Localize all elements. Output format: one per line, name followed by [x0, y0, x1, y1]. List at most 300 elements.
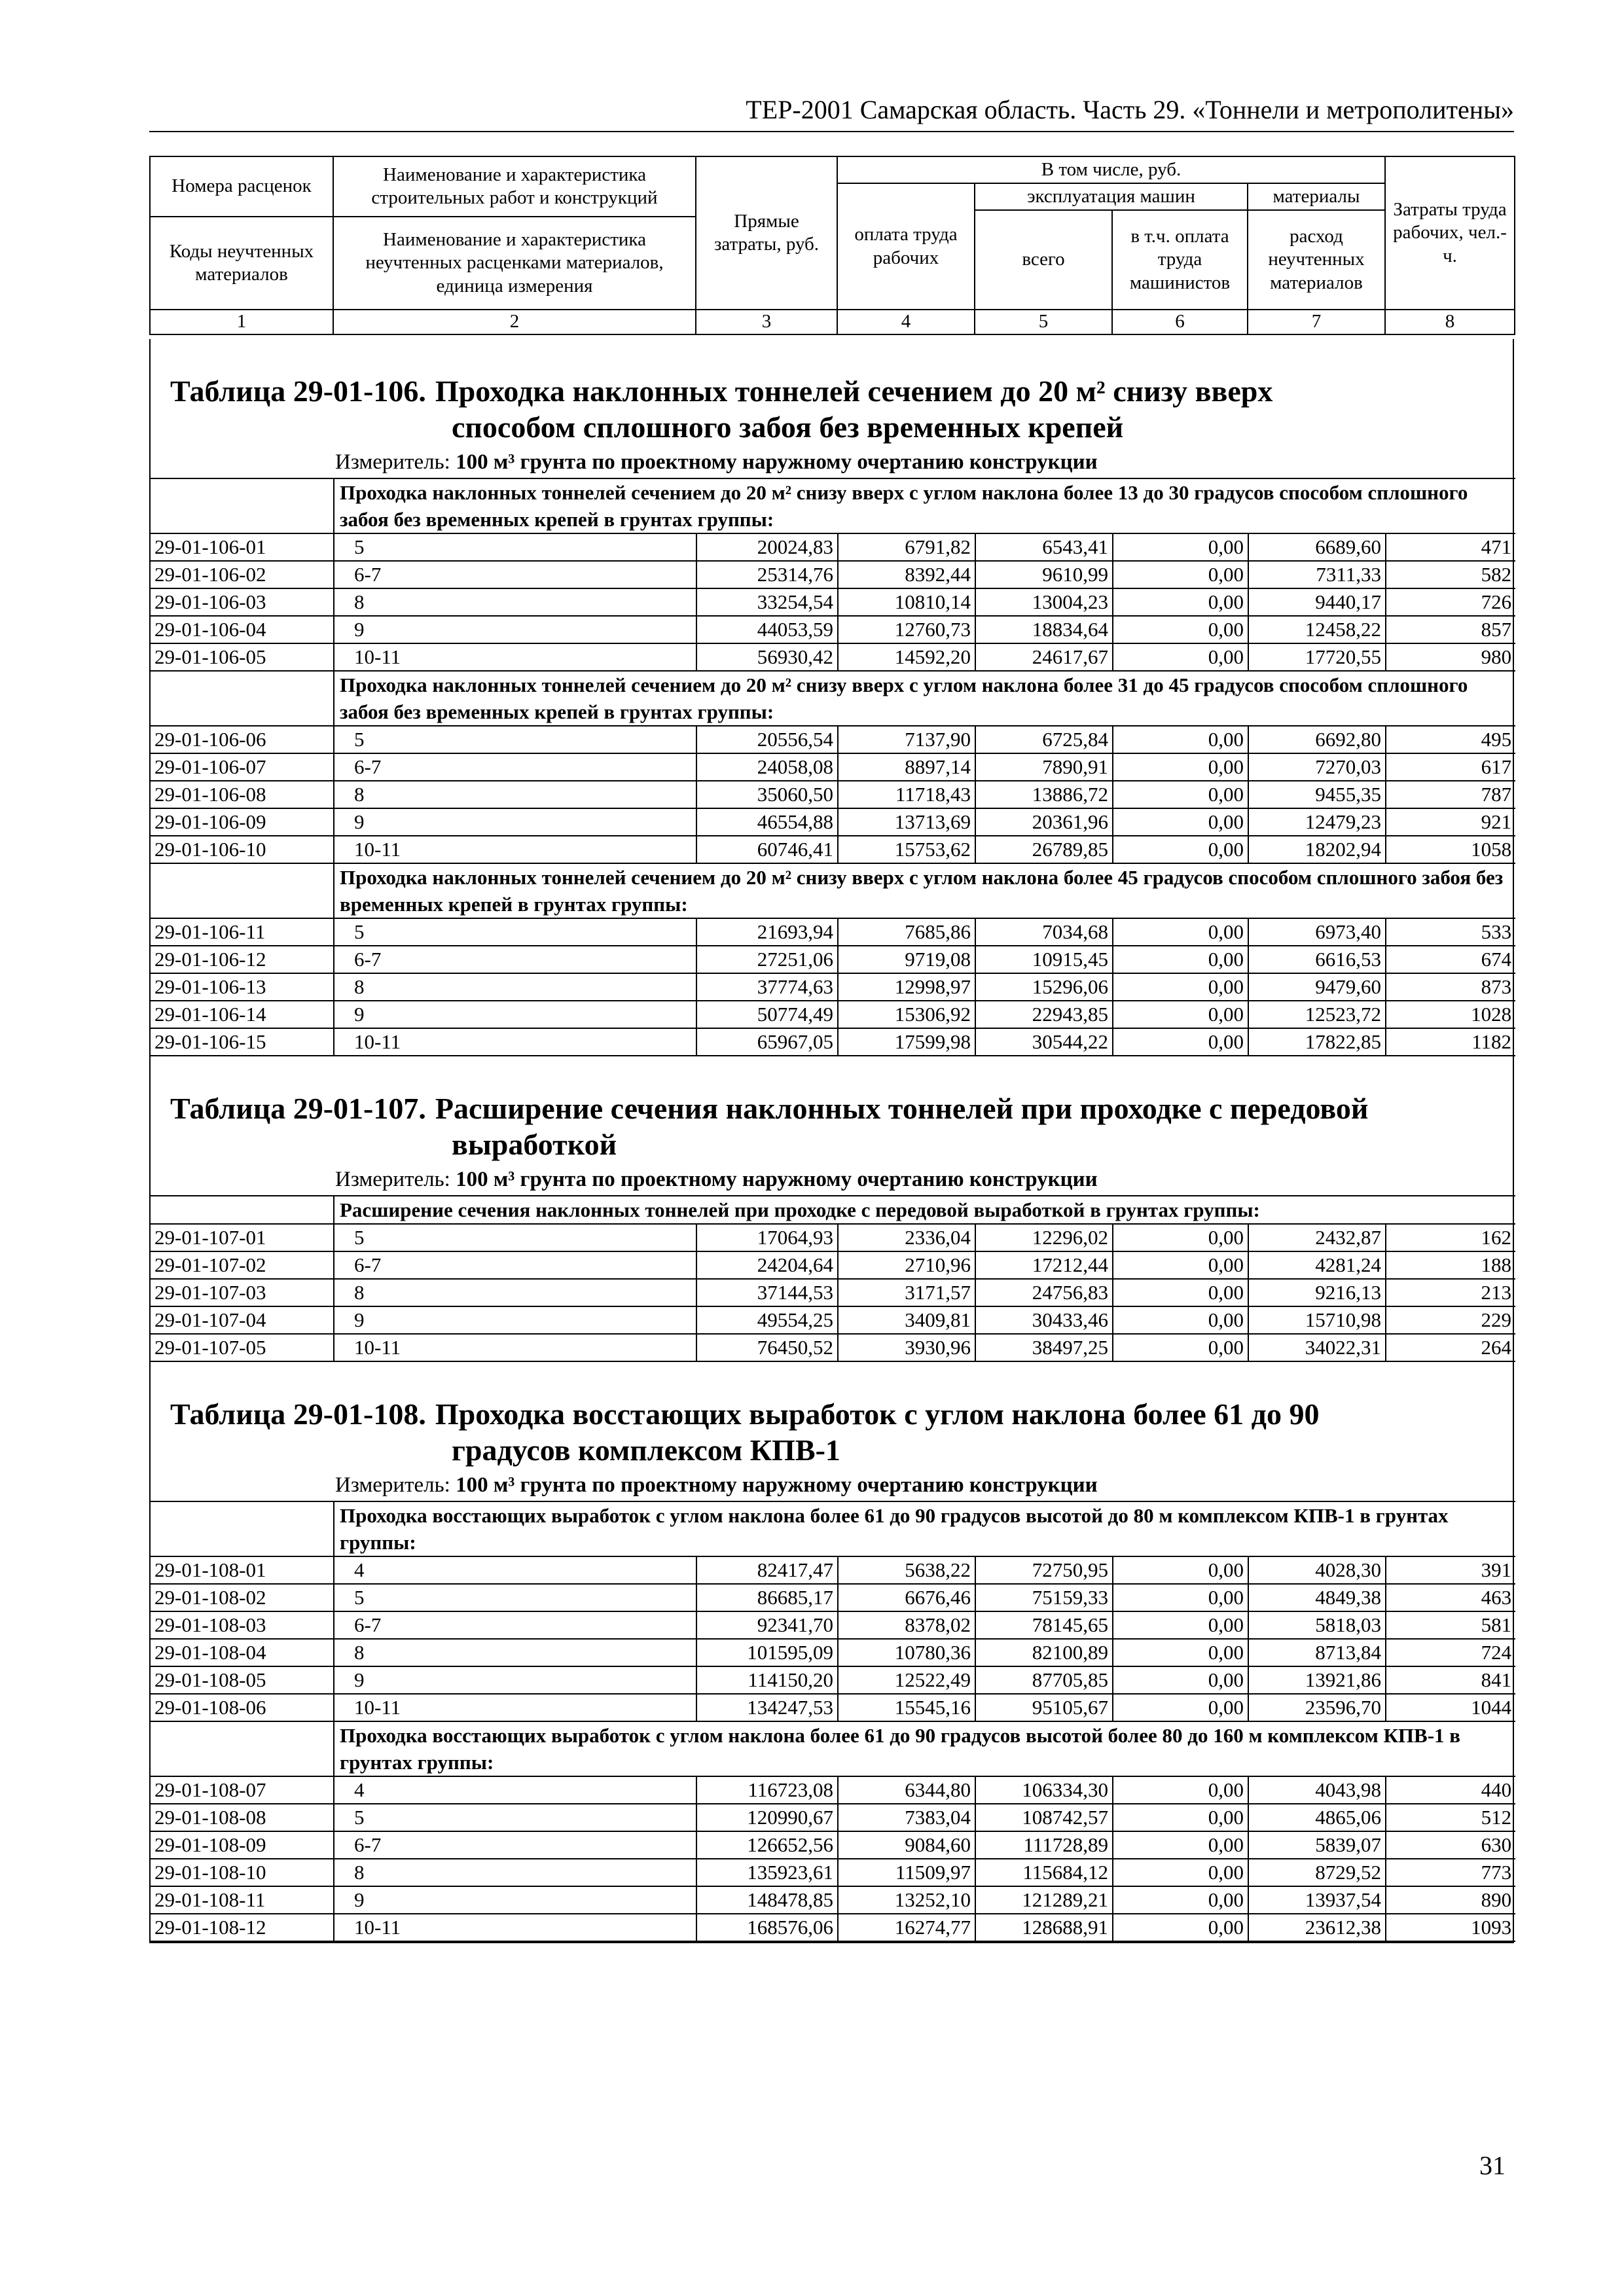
table-row [151, 1279, 1515, 1306]
table-row [151, 973, 1515, 1001]
table-number: Таблица 29-01-106. [170, 374, 426, 408]
table-row [151, 1611, 1515, 1639]
soil-group: 9 [334, 1001, 696, 1028]
direct-cost: 56930,42 [696, 643, 838, 671]
materials-cost: 6973,40 [1248, 918, 1386, 946]
machine-cost-total: 9610,99 [975, 561, 1113, 588]
labor-cost: 12760,73 [838, 616, 975, 643]
rate-code: 29-01-107-05 [151, 1334, 334, 1361]
rate-code: 29-01-107-01 [151, 1224, 334, 1251]
materials-cost: 23596,70 [1248, 1694, 1386, 1721]
rate-code: 29-01-108-01 [151, 1556, 334, 1584]
labor-cost: 9084,60 [838, 1831, 975, 1859]
table-row [151, 1224, 1515, 1251]
rate-code: 29-01-108-05 [151, 1666, 334, 1694]
table-row [151, 616, 1515, 643]
machinist-pay: 0,00 [1113, 973, 1248, 1001]
soil-group: 6-7 [334, 1831, 696, 1859]
machinist-pay: 0,00 [1113, 643, 1248, 671]
soil-group: 4 [334, 1776, 696, 1804]
labor-cost: 12522,49 [838, 1666, 975, 1694]
materials-cost: 15710,98 [1248, 1306, 1386, 1334]
rate-code: 29-01-106-04 [151, 616, 334, 643]
materials-cost: 18202,94 [1248, 836, 1386, 863]
table-row [151, 1914, 1515, 1941]
labor-hours: 890 [1386, 1886, 1515, 1914]
materials-cost: 34022,31 [1248, 1334, 1386, 1361]
rate-code: 29-01-108-09 [151, 1831, 334, 1859]
direct-cost: 50774,49 [696, 1001, 838, 1028]
machinist-pay: 0,00 [1113, 1556, 1248, 1584]
materials-cost: 6692,80 [1248, 726, 1386, 753]
machine-cost-total: 26789,85 [975, 836, 1113, 863]
machinist-pay: 0,00 [1113, 1224, 1248, 1251]
col-number-7: 7 [1248, 310, 1385, 334]
materials-cost: 7311,33 [1248, 561, 1386, 588]
subgroup-row [151, 1501, 1515, 1556]
rates-table [151, 478, 1515, 1056]
table-title [151, 339, 1513, 449]
rate-code: 29-01-106-09 [151, 808, 334, 836]
machines-header: эксплуатация машин [975, 183, 1248, 210]
machinist-pay: 0,00 [1113, 808, 1248, 836]
soil-group: 10-11 [334, 1694, 696, 1721]
machinist-pay: 0,00 [1113, 1306, 1248, 1334]
machine-cost-total: 30433,46 [975, 1306, 1113, 1334]
table-title-line1: Расширение сечения наклонных тоннелей при проходке с передовой [435, 1092, 1369, 1125]
labor-hours: 1182 [1386, 1028, 1515, 1056]
soil-group: 9 [334, 1666, 696, 1694]
machinist-pay: 0,00 [1113, 1001, 1248, 1028]
machine-cost-total: 13004,23 [975, 588, 1113, 616]
soil-group: 10-11 [334, 1028, 696, 1056]
machine-cost-total: 6725,84 [975, 726, 1113, 753]
labor-cost: 6676,46 [838, 1584, 975, 1611]
subgroup-row [151, 1196, 1515, 1224]
price-tables [149, 339, 1514, 1943]
col2-header-top: Наименование и характеристика строительных работ и конструкций [333, 156, 696, 217]
machine-cost-total: 82100,89 [975, 1639, 1113, 1666]
labor-cost: 3171,57 [838, 1279, 975, 1306]
col6-header: в т.ч. оплата труда машинистов [1112, 210, 1248, 310]
labor-hours: 630 [1386, 1831, 1515, 1859]
labor-cost: 15306,92 [838, 1001, 975, 1028]
rate-code: 29-01-106-08 [151, 781, 334, 808]
machinist-pay: 0,00 [1113, 726, 1248, 753]
table-title-line2: градусов комплексом КПВ-1 [452, 1433, 840, 1467]
direct-cost: 44053,59 [696, 616, 838, 643]
table-row [151, 946, 1515, 973]
soil-group: 5 [334, 1224, 696, 1251]
table-row [151, 1584, 1515, 1611]
labor-hours: 980 [1386, 643, 1515, 671]
soil-group: 8 [334, 781, 696, 808]
rate-code: 29-01-106-06 [151, 726, 334, 753]
table-row [151, 1639, 1515, 1666]
machine-cost-total: 10915,45 [975, 946, 1113, 973]
table-title-line2: способом сплошного забоя без временных крепей [452, 410, 1124, 444]
labor-cost: 8378,02 [838, 1611, 975, 1639]
machinist-pay: 0,00 [1113, 1804, 1248, 1831]
col-number-1: 1 [150, 310, 333, 334]
machine-cost-total: 6543,41 [975, 533, 1113, 561]
machinist-pay: 0,00 [1113, 918, 1248, 946]
labor-hours: 724 [1386, 1639, 1515, 1666]
direct-cost: 49554,25 [696, 1306, 838, 1334]
col4-header: оплата труда рабочих [837, 183, 975, 310]
direct-cost: 114150,20 [696, 1666, 838, 1694]
labor-cost: 10810,14 [838, 588, 975, 616]
direct-cost: 65967,05 [696, 1028, 838, 1056]
materials-cost: 4849,38 [1248, 1584, 1386, 1611]
table-row [151, 533, 1515, 561]
soil-group: 8 [334, 588, 696, 616]
soil-group: 8 [334, 973, 696, 1001]
machinist-pay: 0,00 [1113, 1334, 1248, 1361]
subgroup-spacer [151, 478, 334, 533]
labor-cost: 11509,97 [838, 1859, 975, 1886]
labor-cost: 7383,04 [838, 1804, 975, 1831]
soil-group: 8 [334, 1639, 696, 1666]
col5-header: всего [975, 210, 1112, 310]
labor-hours: 229 [1386, 1306, 1515, 1334]
materials-cost: 5839,07 [1248, 1831, 1386, 1859]
labor-hours: 1058 [1386, 836, 1515, 863]
rate-code: 29-01-106-05 [151, 643, 334, 671]
direct-cost: 101595,09 [696, 1639, 838, 1666]
unit-value: 100 м³ грунта по проектному наружному очертанию конструкции [456, 1473, 1098, 1497]
table-row [151, 918, 1515, 946]
direct-cost: 60746,41 [696, 836, 838, 863]
direct-cost: 35060,50 [696, 781, 838, 808]
rate-code: 29-01-108-10 [151, 1859, 334, 1886]
table-row [151, 753, 1515, 781]
machine-cost-total: 121289,21 [975, 1886, 1113, 1914]
soil-group: 5 [334, 1584, 696, 1611]
direct-cost: 134247,53 [696, 1694, 838, 1721]
machinist-pay: 0,00 [1113, 1886, 1248, 1914]
labor-hours: 162 [1386, 1224, 1515, 1251]
page-number: 31 [1479, 2151, 1506, 2180]
materials-cost: 8729,52 [1248, 1859, 1386, 1886]
col8-header: Затраты труда рабочих, чел.-ч. [1385, 156, 1515, 310]
table-row [151, 561, 1515, 588]
soil-group: 9 [334, 1306, 696, 1334]
machinist-pay: 0,00 [1113, 1639, 1248, 1666]
col1-header-bottom: Коды неучтенных материалов [150, 217, 333, 310]
machine-cost-total: 78145,65 [975, 1611, 1113, 1639]
table-title-line1: Проходка восстающих выработок с углом наклона более 61 до 90 [435, 1397, 1320, 1431]
table-title [151, 1056, 1513, 1166]
unit-of-measure [151, 449, 1513, 478]
unit-label: Измеритель: [335, 450, 450, 474]
machinist-pay: 0,00 [1113, 1251, 1248, 1279]
labor-hours: 617 [1386, 753, 1515, 781]
subgroup-description: Проходка наклонных тоннелей сечением до 20 м² снизу вверх с углом наклона более 45 градусов способом сплошного забоя без временных крепей в грунтах группы: [334, 863, 1515, 918]
table-row [151, 1556, 1515, 1584]
subgroup-row [151, 863, 1515, 918]
col3-header: Прямые затраты, руб. [696, 156, 837, 310]
table-row [151, 1776, 1515, 1804]
machine-cost-total: 30544,22 [975, 1028, 1113, 1056]
machine-cost-total: 22943,85 [975, 1001, 1113, 1028]
materials-cost: 2432,87 [1248, 1224, 1386, 1251]
table-row [151, 1831, 1515, 1859]
machine-cost-total: 128688,91 [975, 1914, 1113, 1941]
labor-cost: 15753,62 [838, 836, 975, 863]
soil-group: 10-11 [334, 1914, 696, 1941]
labor-cost: 3409,81 [838, 1306, 975, 1334]
labor-cost: 7685,86 [838, 918, 975, 946]
labor-cost: 11718,43 [838, 781, 975, 808]
table-number: Таблица 29-01-107. [170, 1092, 426, 1125]
col-number-4: 4 [837, 310, 975, 334]
soil-group: 5 [334, 533, 696, 561]
table-number: Таблица 29-01-108. [170, 1397, 426, 1431]
rate-code: 29-01-106-13 [151, 973, 334, 1001]
subgroup-spacer [151, 1721, 334, 1776]
machinist-pay: 0,00 [1113, 1666, 1248, 1694]
materials-cost: 9440,17 [1248, 588, 1386, 616]
labor-cost: 6344,80 [838, 1776, 975, 1804]
direct-cost: 37144,53 [696, 1279, 838, 1306]
rate-code: 29-01-106-15 [151, 1028, 334, 1056]
labor-hours: 773 [1386, 1859, 1515, 1886]
table-title-line2: выработкой [452, 1128, 617, 1161]
machine-cost-total: 24617,67 [975, 643, 1113, 671]
rate-code: 29-01-106-01 [151, 533, 334, 561]
machine-cost-total: 24756,83 [975, 1279, 1113, 1306]
subgroup-description: Проходка наклонных тоннелей сечением до 20 м² снизу вверх с углом наклона более 31 до 45 градусов способом сплошного забоя без временных крепей в грунтах группы: [334, 671, 1515, 726]
rate-code: 29-01-108-07 [151, 1776, 334, 1804]
table-row [151, 1804, 1515, 1831]
soil-group: 5 [334, 918, 696, 946]
soil-group: 5 [334, 1804, 696, 1831]
materials-header: материалы [1248, 183, 1385, 210]
table-row [151, 643, 1515, 671]
direct-cost: 25314,76 [696, 561, 838, 588]
col7-header: расход неучтенных материалов [1248, 210, 1385, 310]
labor-hours: 1028 [1386, 1001, 1515, 1028]
direct-cost: 168576,06 [696, 1914, 838, 1941]
materials-cost: 6616,53 [1248, 946, 1386, 973]
rate-code: 29-01-106-10 [151, 836, 334, 863]
materials-cost: 6689,60 [1248, 533, 1386, 561]
labor-hours: 726 [1386, 588, 1515, 616]
subgroup-description: Расширение сечения наклонных тоннелей при проходке с передовой выработкой в грунтах группы: [334, 1196, 1515, 1224]
materials-cost: 9216,13 [1248, 1279, 1386, 1306]
rate-code: 29-01-106-02 [151, 561, 334, 588]
subgroup-spacer [151, 1196, 334, 1224]
labor-hours: 512 [1386, 1804, 1515, 1831]
subgroup-description: Проходка наклонных тоннелей сечением до 20 м² снизу вверх с углом наклона более 13 до 30 градусов способом сплошного забоя без временных крепей в грунтах группы: [334, 478, 1515, 533]
machinist-pay: 0,00 [1113, 1028, 1248, 1056]
rate-code: 29-01-106-12 [151, 946, 334, 973]
materials-cost: 4028,30 [1248, 1556, 1386, 1584]
direct-cost: 92341,70 [696, 1611, 838, 1639]
group-header: В том числе, руб. [837, 156, 1385, 183]
materials-cost: 5818,03 [1248, 1611, 1386, 1639]
table-row [151, 808, 1515, 836]
direct-cost: 24204,64 [696, 1251, 838, 1279]
machinist-pay: 0,00 [1113, 1776, 1248, 1804]
materials-cost: 4043,98 [1248, 1776, 1386, 1804]
labor-hours: 841 [1386, 1666, 1515, 1694]
soil-group: 10-11 [334, 836, 696, 863]
subgroup-row [151, 671, 1515, 726]
table-row [151, 1334, 1515, 1361]
labor-hours: 188 [1386, 1251, 1515, 1279]
rate-code: 29-01-108-12 [151, 1914, 334, 1941]
labor-cost: 15545,16 [838, 1694, 975, 1721]
rate-code: 29-01-106-11 [151, 918, 334, 946]
labor-cost: 5638,22 [838, 1556, 975, 1584]
machinist-pay: 0,00 [1113, 1611, 1248, 1639]
labor-hours: 495 [1386, 726, 1515, 753]
direct-cost: 86685,17 [696, 1584, 838, 1611]
table-row [151, 781, 1515, 808]
col-number-3: 3 [696, 310, 837, 334]
materials-cost: 17822,85 [1248, 1028, 1386, 1056]
soil-group: 9 [334, 1886, 696, 1914]
machine-cost-total: 115684,12 [975, 1859, 1113, 1886]
labor-cost: 14592,20 [838, 643, 975, 671]
labor-hours: 787 [1386, 781, 1515, 808]
machinist-pay: 0,00 [1113, 836, 1248, 863]
rates-table [151, 1195, 1515, 1362]
unit-value: 100 м³ грунта по проектному наружному очертанию конструкции [456, 1168, 1098, 1191]
materials-cost: 17720,55 [1248, 643, 1386, 671]
col-number-8: 8 [1385, 310, 1515, 334]
labor-cost: 2710,96 [838, 1251, 975, 1279]
materials-cost: 12523,72 [1248, 1001, 1386, 1028]
labor-cost: 6791,82 [838, 533, 975, 561]
col1-header-top: Номера расценок [150, 156, 333, 217]
machine-cost-total: 111728,89 [975, 1831, 1113, 1859]
rate-code: 29-01-108-06 [151, 1694, 334, 1721]
machinist-pay: 0,00 [1113, 946, 1248, 973]
direct-cost: 120990,67 [696, 1804, 838, 1831]
labor-hours: 674 [1386, 946, 1515, 973]
machine-cost-total: 72750,95 [975, 1556, 1113, 1584]
direct-cost: 116723,08 [696, 1776, 838, 1804]
table-row [151, 588, 1515, 616]
direct-cost: 33254,54 [696, 588, 838, 616]
labor-cost: 16274,77 [838, 1914, 975, 1941]
soil-group: 6-7 [334, 753, 696, 781]
unit-of-measure [151, 1472, 1513, 1501]
machinist-pay: 0,00 [1113, 781, 1248, 808]
machinist-pay: 0,00 [1113, 588, 1248, 616]
materials-cost: 4865,06 [1248, 1804, 1386, 1831]
labor-cost: 7137,90 [838, 726, 975, 753]
subgroup-description: Проходка восстающих выработок с углом наклона более 61 до 90 градусов высотой до 80 м комплексом КПВ-1 в грунтах группы: [334, 1501, 1515, 1556]
subgroup-spacer [151, 1501, 334, 1556]
table-section [151, 1362, 1513, 1942]
labor-cost: 8392,44 [838, 561, 975, 588]
soil-group: 6-7 [334, 1611, 696, 1639]
direct-cost: 17064,93 [696, 1224, 838, 1251]
labor-hours: 857 [1386, 616, 1515, 643]
rate-code: 29-01-107-04 [151, 1306, 334, 1334]
soil-group: 9 [334, 808, 696, 836]
soil-group: 10-11 [334, 1334, 696, 1361]
labor-hours: 873 [1386, 973, 1515, 1001]
machine-cost-total: 38497,25 [975, 1334, 1113, 1361]
labor-cost: 17599,98 [838, 1028, 975, 1056]
materials-cost: 9455,35 [1248, 781, 1386, 808]
subgroup-row [151, 478, 1515, 533]
direct-cost: 126652,56 [696, 1831, 838, 1859]
rate-code: 29-01-106-07 [151, 753, 334, 781]
soil-group: 10-11 [334, 643, 696, 671]
machine-cost-total: 20361,96 [975, 808, 1113, 836]
labor-hours: 440 [1386, 1776, 1515, 1804]
table-row [151, 1028, 1515, 1056]
machinist-pay: 0,00 [1113, 533, 1248, 561]
rates-table [151, 1501, 1515, 1942]
machine-cost-total: 7890,91 [975, 753, 1113, 781]
machinist-pay: 0,00 [1113, 1584, 1248, 1611]
machine-cost-total: 7034,68 [975, 918, 1113, 946]
table-row [151, 1694, 1515, 1721]
table-row [151, 1306, 1515, 1334]
machinist-pay: 0,00 [1113, 1831, 1248, 1859]
labor-cost: 8897,14 [838, 753, 975, 781]
labor-hours: 471 [1386, 533, 1515, 561]
subgroup-spacer [151, 863, 334, 918]
machinist-pay: 0,00 [1113, 753, 1248, 781]
machinist-pay: 0,00 [1113, 616, 1248, 643]
direct-cost: 24058,08 [696, 753, 838, 781]
table-row [151, 1251, 1515, 1279]
table-row [151, 726, 1515, 753]
direct-cost: 21693,94 [696, 918, 838, 946]
unit-label: Измеритель: [335, 1473, 450, 1497]
rate-code: 29-01-108-08 [151, 1804, 334, 1831]
labor-hours: 463 [1386, 1584, 1515, 1611]
unit-of-measure [151, 1166, 1513, 1195]
soil-group: 4 [334, 1556, 696, 1584]
labor-cost: 12998,97 [838, 973, 975, 1001]
soil-group: 5 [334, 726, 696, 753]
table-row [151, 1666, 1515, 1694]
table-row [151, 1886, 1515, 1914]
materials-cost: 8713,84 [1248, 1639, 1386, 1666]
direct-cost: 76450,52 [696, 1334, 838, 1361]
rate-code: 29-01-106-14 [151, 1001, 334, 1028]
materials-cost: 13921,86 [1248, 1666, 1386, 1694]
labor-hours: 581 [1386, 1611, 1515, 1639]
materials-cost: 7270,03 [1248, 753, 1386, 781]
machine-cost-total: 108742,57 [975, 1804, 1113, 1831]
labor-cost: 9719,08 [838, 946, 975, 973]
labor-hours: 1093 [1386, 1914, 1515, 1941]
rate-code: 29-01-108-11 [151, 1886, 334, 1914]
soil-group: 9 [334, 616, 696, 643]
labor-cost: 13252,10 [838, 1886, 975, 1914]
machine-cost-total: 75159,33 [975, 1584, 1113, 1611]
soil-group: 6-7 [334, 1251, 696, 1279]
materials-cost: 23612,38 [1248, 1914, 1386, 1941]
labor-hours: 533 [1386, 918, 1515, 946]
subgroup-spacer [151, 671, 334, 726]
direct-cost: 148478,85 [696, 1886, 838, 1914]
labor-cost: 3930,96 [838, 1334, 975, 1361]
rate-code: 29-01-108-04 [151, 1639, 334, 1666]
subgroup-row [151, 1721, 1515, 1776]
labor-cost: 13713,69 [838, 808, 975, 836]
